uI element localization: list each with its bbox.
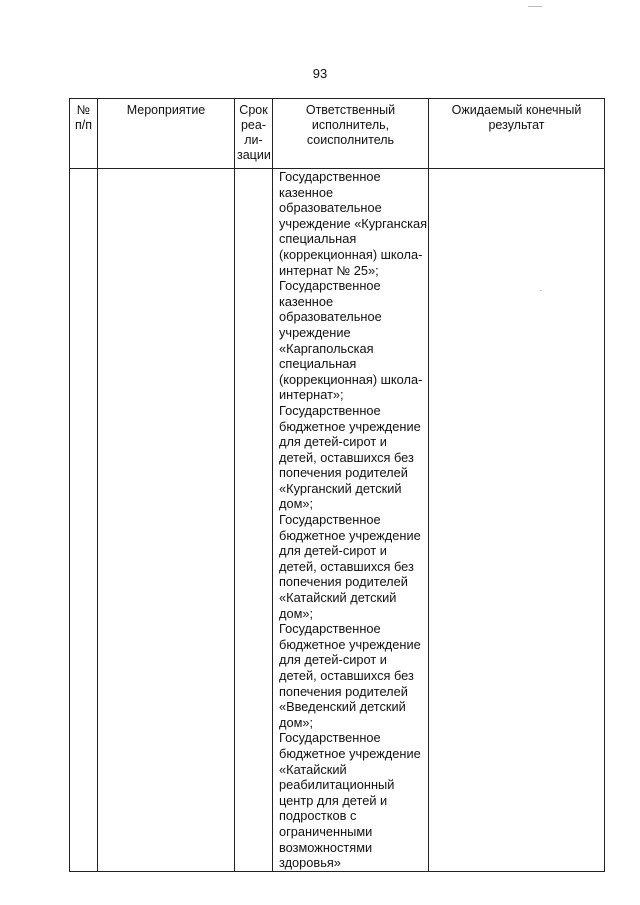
executor-line: специальная bbox=[279, 231, 357, 247]
executor-line: для детей-сирот и bbox=[279, 652, 387, 668]
executor-line: бюджетное учреждение bbox=[279, 418, 421, 434]
executor-line: интернат»; bbox=[279, 387, 344, 403]
executor-line: Государственное bbox=[279, 730, 381, 746]
executor-line: (коррекционная) школа- bbox=[279, 371, 423, 387]
executor-line: Государственное bbox=[279, 512, 381, 528]
header-term-line: ли- bbox=[244, 133, 263, 147]
header-executor-line: исполнитель, bbox=[311, 118, 390, 132]
executor-line: «Катайский детский bbox=[279, 590, 397, 606]
executor-line: Государственное bbox=[279, 621, 381, 637]
cell-term bbox=[235, 169, 273, 872]
executor-line: попечения родителей bbox=[279, 574, 408, 590]
executor-line: центр для детей и bbox=[279, 792, 388, 808]
executor-line: Государственное bbox=[279, 402, 381, 418]
table-header-row bbox=[70, 99, 605, 169]
executor-line: образовательное bbox=[279, 309, 382, 325]
header-term-line: зации bbox=[237, 148, 271, 162]
header-event-line: Мероприятие bbox=[126, 103, 206, 117]
header-executor-line: соисполнитель bbox=[306, 133, 395, 147]
executor-line: учреждение «Курганская bbox=[279, 215, 428, 231]
executor-line: Государственное bbox=[279, 169, 381, 184]
executor-line: попечения родителей bbox=[279, 465, 408, 481]
cell-event bbox=[98, 169, 235, 872]
cell-executor bbox=[273, 169, 429, 872]
executor-line: подростков с bbox=[279, 808, 357, 824]
executor-line: «Катайский bbox=[279, 761, 347, 777]
executor-line: бюджетное учреждение bbox=[279, 636, 421, 652]
header-term bbox=[235, 99, 273, 169]
executor-line: учреждение bbox=[279, 324, 351, 340]
header-result-line: Ожидаемый конечный bbox=[451, 103, 582, 117]
header-executor bbox=[273, 99, 429, 169]
executor-line: Государственное bbox=[279, 278, 381, 294]
executor-list bbox=[279, 169, 428, 871]
executor-line: «Курганский детский bbox=[279, 480, 402, 496]
executor-line: казенное bbox=[279, 293, 334, 309]
executor-line: детей, оставшихся без bbox=[279, 449, 414, 465]
executor-line: бюджетное учреждение bbox=[279, 527, 421, 543]
cell-num bbox=[70, 169, 98, 872]
executor-line: интернат № 25»; bbox=[279, 262, 379, 278]
executor-line: здоровья» bbox=[279, 855, 341, 871]
executor-line: казенное bbox=[279, 184, 334, 200]
executor-line: детей, оставшихся без bbox=[279, 558, 414, 574]
header-num bbox=[70, 99, 98, 169]
executor-line: реабилитационный bbox=[279, 777, 395, 793]
cell-result bbox=[429, 169, 605, 872]
header-result bbox=[429, 99, 605, 169]
executor-line: «Введенский детский bbox=[279, 699, 406, 715]
executor-line: детей, оставшихся без bbox=[279, 668, 414, 683]
executor-line: бюджетное учреждение bbox=[279, 745, 421, 761]
executor-line: ограниченными bbox=[279, 823, 373, 839]
scan-artifact-top bbox=[528, 6, 542, 7]
executor-line: возможностями bbox=[279, 839, 373, 855]
table-row bbox=[70, 169, 605, 872]
executor-line: дом»; bbox=[279, 605, 314, 621]
executor-line: для детей-сирот и bbox=[279, 434, 387, 450]
executor-line: попечения родителей bbox=[279, 683, 408, 699]
header-result-line: результат bbox=[488, 118, 545, 132]
header-term-line: реа- bbox=[240, 118, 267, 132]
header-executor-line: Ответственный bbox=[305, 103, 396, 117]
executor-line: (коррекционная) школа- bbox=[279, 246, 423, 262]
document-table bbox=[69, 98, 605, 872]
header-num-line: п/п bbox=[74, 118, 92, 132]
header-event bbox=[98, 99, 235, 169]
executor-line: специальная bbox=[279, 356, 357, 372]
header-num-line: № bbox=[76, 103, 91, 117]
page-number: 93 bbox=[312, 66, 328, 81]
executor-line: образовательное bbox=[279, 200, 382, 216]
executor-line: «Каргапольская bbox=[279, 340, 374, 356]
header-term-line: Срок bbox=[239, 103, 268, 117]
executor-line: дом»; bbox=[279, 714, 314, 730]
executor-line: дом»; bbox=[279, 496, 314, 512]
executor-line: для детей-сирот и bbox=[279, 543, 387, 559]
